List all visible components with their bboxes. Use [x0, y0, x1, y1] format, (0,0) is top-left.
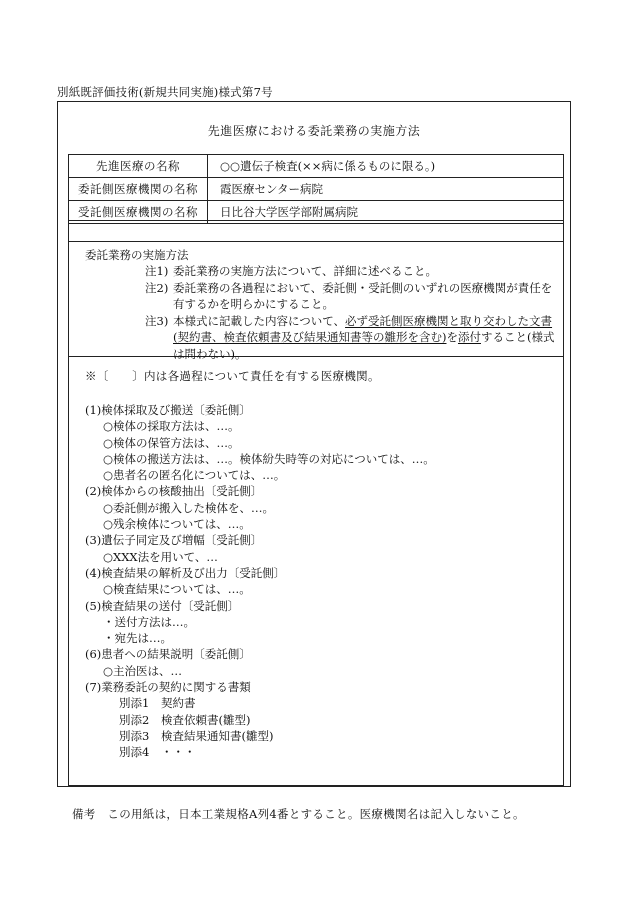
notes-list [145, 263, 561, 362]
form-number: 別紙既評価技術(新規共同実施)様式第7号 [57, 85, 273, 99]
note-underlined-text: 添付 [457, 330, 481, 344]
responsibility-legend: ※〔 〕内は各過程について責任を有する医療機関。 [85, 369, 380, 383]
note-item [145, 313, 561, 363]
info-label: 先進医療の名称 [69, 155, 208, 178]
method-heading: 委託業務の実施方法 [85, 248, 189, 262]
note-text: 委託業務の実施方法について、詳細に述べること。 [173, 264, 438, 278]
info-value: 日比谷大学医学部附属病院 [208, 201, 564, 224]
form-title: 先進医療における委託業務の実施方法 [207, 124, 421, 138]
step-item: ○XXX法を用いて、… [103, 549, 218, 564]
attachment-name: ・・・ [161, 745, 196, 760]
note-number: 注2) [145, 280, 169, 295]
step-heading: (5)検査結果の送付〔受託側〕 [85, 598, 240, 613]
method-box [68, 220, 564, 786]
attachment-name: 検査結果通知書(雛型) [161, 728, 274, 743]
attachment-number: 別添4 [119, 745, 150, 760]
attachment-item [85, 712, 555, 728]
method-instructions [69, 241, 563, 361]
step-item: ・送付方法は…。 [103, 614, 195, 629]
attachment-item [85, 744, 555, 760]
step-item: ○検査結果については、…。 [103, 582, 251, 597]
note-text-part: 本様式に記載した内容について、 [173, 313, 346, 328]
note-text [173, 313, 561, 363]
attachment-item [85, 728, 555, 744]
step-heading: (2)検体からの核酸抽出〔受託側〕 [85, 484, 263, 499]
step-item: ○委託側が搬入した検体を、…。 [103, 500, 275, 515]
attachment-number: 別添1 [119, 696, 150, 711]
step-heading: (6)患者への結果説明〔委託側〕 [85, 647, 251, 662]
note-item [145, 263, 561, 280]
note-text-part: すること(様式は問わない)。 [173, 330, 555, 361]
method-content [69, 356, 563, 785]
attachment-name: 契約書 [161, 696, 196, 711]
step-heading: (4)検査結果の解析及び出力〔受託側〕 [85, 565, 286, 580]
info-value: ○○遺伝子検査(××病に係るものに限る。) [208, 155, 564, 178]
info-label: 受託側医療機関の名称 [69, 201, 208, 224]
note-number: 注3) [145, 313, 169, 328]
step-item: ○検体の採取方法は、…。 [103, 419, 240, 434]
step-item: ○患者名の匿名化については、…。 [103, 468, 286, 483]
note-number: 注1) [145, 264, 169, 278]
info-label: 委託側医療機関の名称 [69, 178, 208, 201]
attachment-name: 検査依頼書(雛型) [161, 712, 251, 727]
institution-info-table [68, 154, 564, 224]
note-underlined-text: 必ず受託側医療機関と取り交わした文書(契約書、検査依頼書及び結果通知書等の雛形を含む) [173, 313, 553, 344]
form-frame [57, 101, 571, 787]
step-heading: (1)検体採取及び搬送〔委託側〕 [85, 403, 251, 417]
step-item: ・宛先は…。 [103, 631, 172, 646]
attachment-number: 別添2 [119, 712, 150, 727]
step-item: ○残余検体については、…。 [103, 517, 251, 532]
step-item: ○検体の保管方法は、…。 [103, 435, 240, 450]
blank-row [69, 221, 563, 242]
note-item [145, 280, 561, 313]
contract-heading: (7)業務委託の契約に関する書類 [85, 680, 251, 695]
info-value: 霞医療センター病院 [208, 178, 564, 201]
info-row-consigner [69, 178, 564, 201]
attachment-number: 別添3 [119, 728, 150, 743]
step-item: ○検体の搬送方法は、…。検体紛失時等の対応については、…。 [103, 451, 435, 466]
process-steps [85, 402, 555, 761]
note-text-part: を [446, 330, 458, 344]
info-row-technology [69, 155, 564, 178]
form-remark: 備考 この用紙は，日本工業規格A列4番とすること。医療機関名は記入しないこと。 [72, 807, 525, 821]
step-heading: (3)遺伝子同定及び増幅〔受託側〕 [85, 533, 263, 548]
attachment-item [85, 695, 555, 711]
step-item: ○主治医は、… [103, 663, 183, 678]
note-text: 委託業務の各過程において、委託側・受託側のいずれの医療機関が責任を有するかを明らかにすること。 [173, 280, 553, 311]
